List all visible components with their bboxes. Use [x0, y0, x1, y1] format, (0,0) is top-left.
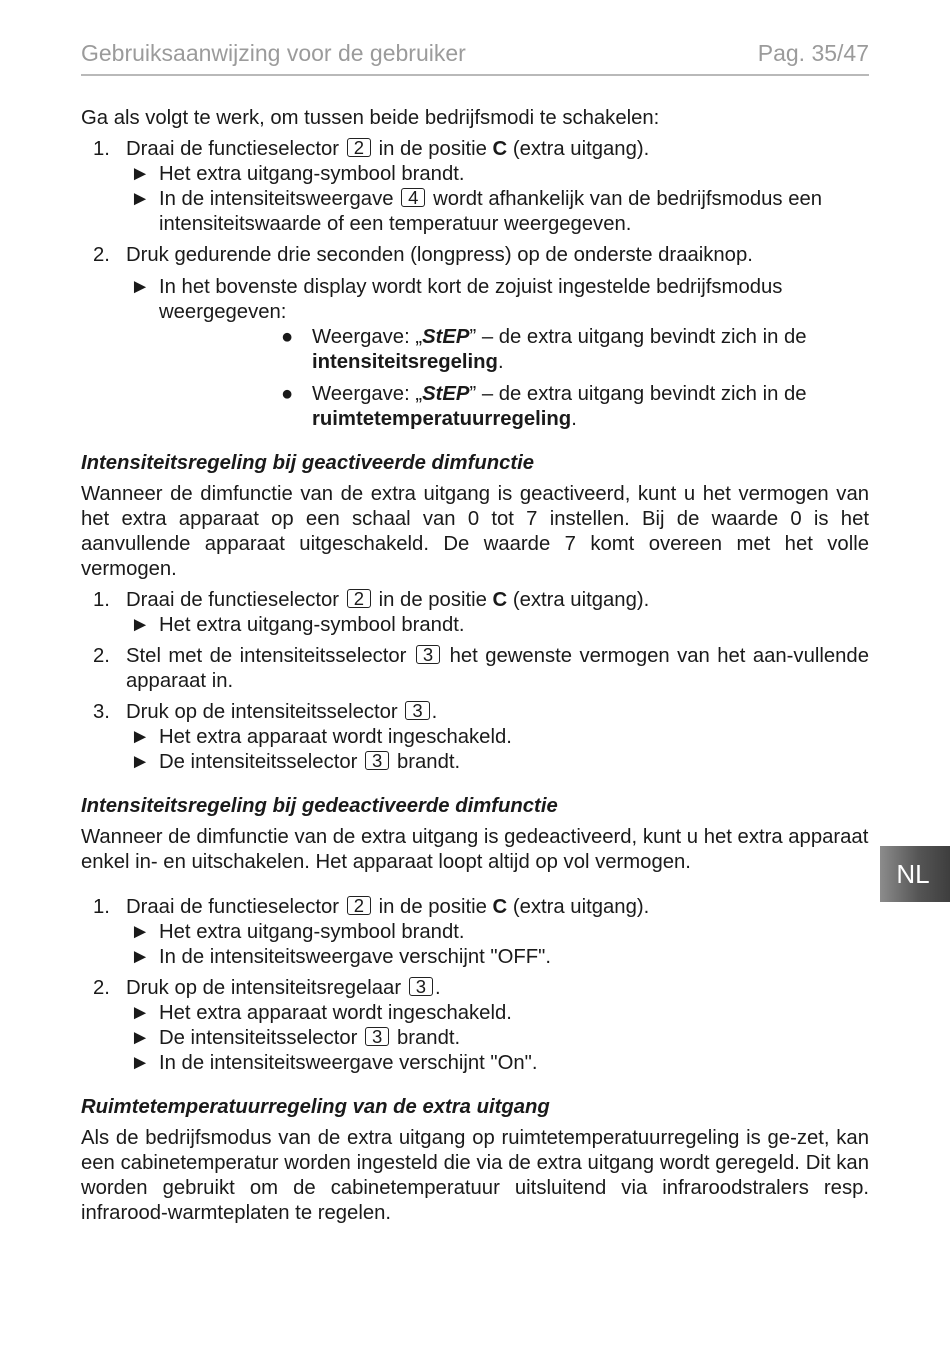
step-text: Draai de functieselector [126, 138, 340, 160]
display-code: StEP [422, 383, 470, 405]
control-number-box: 2 [347, 589, 371, 608]
intro-text: Ga als volgt te werk, om tussen beide bedrijfsmodi te schakelen: [81, 107, 660, 129]
position-label: C [492, 138, 508, 160]
list-item [81, 644, 869, 694]
arrow-icon: ► [130, 188, 151, 210]
bullet-text: Weergave: „ [312, 326, 423, 348]
control-number-box: 3 [365, 751, 389, 770]
section-heading: Intensiteitsregeling bij geactiveerde dimfunctie [81, 452, 535, 474]
step-number: 1. [93, 589, 110, 611]
list-item [81, 895, 869, 920]
bullet-item [81, 325, 869, 375]
step-text: in de positie [378, 589, 487, 611]
punctuation: . [431, 701, 438, 723]
result-item [81, 1001, 869, 1026]
step-text: Druk op de intensiteitsregelaar [126, 977, 402, 999]
arrow-icon: ► [130, 751, 151, 773]
mode-name: ruimtetemperatuurregeling [312, 408, 572, 430]
result-text: brandt. [396, 751, 461, 773]
result-item [81, 725, 869, 750]
step-number: 1. [93, 896, 110, 918]
control-number-box: 4 [401, 188, 425, 207]
step-text: Druk op de intensiteitsselector [126, 701, 398, 723]
bullet-icon: ● [281, 383, 294, 405]
bullet-text: ” – de extra uitgang bevindt zich in de [469, 383, 807, 405]
mode-name: intensiteitsregeling [312, 351, 498, 373]
step-text: Draai de functieselector [126, 589, 340, 611]
result-text: Het extra apparaat wordt ingeschakeld. [159, 1002, 512, 1024]
display-code: StEP [422, 326, 470, 348]
result-text: In het bovenste display wordt kort de zojuist ingestelde bedrijfsmodus weergegeven: [159, 276, 783, 323]
result-text: De intensiteitsselector [159, 751, 358, 773]
arrow-icon: ► [130, 614, 151, 636]
arrow-icon: ► [130, 1027, 151, 1049]
result-item [81, 162, 869, 187]
result-item [81, 275, 869, 325]
result-item [81, 945, 869, 970]
step-number: 3. [93, 701, 110, 723]
section-heading: Intensiteitsregeling bij gedeactiveerde dimfunctie [81, 795, 558, 817]
step-text: (extra uitgang). [512, 896, 650, 918]
page-header [81, 36, 869, 76]
step-number: 2. [93, 645, 110, 667]
list-item [81, 243, 869, 268]
punctuation: . [571, 408, 577, 430]
step-number: 2. [93, 244, 110, 266]
list-item [81, 588, 869, 613]
step-text: (extra uitgang). [512, 589, 650, 611]
step-text: in de positie [378, 896, 487, 918]
arrow-icon: ► [130, 276, 151, 298]
page-number: Pag. 35/47 [757, 40, 869, 66]
control-number-box: 3 [416, 645, 440, 664]
list-item [81, 976, 869, 1001]
arrow-icon: ► [130, 1002, 151, 1024]
arrow-icon: ► [130, 163, 151, 185]
position-label: C [492, 896, 508, 918]
section-paragraph: Wanneer de dimfunctie van de extra uitgang is gedeactiveerd, kunt u het extra apparaat enkel in- en uitschakelen. Het apparaat loopt altijd op vol vermogen. [81, 826, 869, 873]
control-number-box: 3 [365, 1027, 389, 1046]
arrow-icon: ► [130, 921, 151, 943]
control-number-box: 3 [405, 701, 429, 720]
language-tab: NL [880, 846, 950, 902]
bullet-item [81, 382, 869, 432]
bullet-icon: ● [281, 326, 294, 348]
punctuation: . [435, 977, 441, 999]
result-text: De intensiteitsselector [159, 1027, 358, 1049]
result-text: Het extra apparaat wordt ingeschakeld. [159, 726, 512, 748]
control-number-box: 3 [409, 977, 433, 996]
step-text: (extra uitgang). [512, 138, 650, 160]
list-item [81, 137, 869, 162]
result-text: Het extra uitgang-symbool brandt. [159, 921, 465, 943]
result-text: In de intensiteitsweergave verschijnt "OFF". [159, 946, 552, 968]
bullet-text: ” – de extra uitgang bevindt zich in de [469, 326, 807, 348]
step-text: het gewenste vermogen van het aan-vullende apparaat in. [126, 645, 869, 692]
result-text: Het extra uitgang-symbool brandt. [159, 163, 465, 185]
document-title: Gebruiksaanwijzing voor de gebruiker [81, 40, 466, 66]
step-text: Stel met de intensiteitsselector [126, 645, 407, 667]
step-text: Draai de functieselector [126, 896, 340, 918]
arrow-icon: ► [130, 946, 151, 968]
arrow-icon: ► [130, 726, 151, 748]
result-item [81, 613, 869, 638]
control-number-box: 2 [347, 138, 371, 157]
result-text: In de intensiteitsweergave verschijnt "On". [159, 1052, 538, 1074]
result-item [81, 1051, 869, 1076]
page-content [81, 106, 869, 1226]
result-text: brandt. [396, 1027, 461, 1049]
punctuation: . [497, 351, 504, 373]
result-item [81, 750, 869, 775]
list-item [81, 700, 869, 725]
control-number-box: 2 [347, 896, 371, 915]
step-number: 2. [93, 977, 110, 999]
step-number: 1. [93, 138, 110, 160]
section-paragraph: Wanneer de dimfunctie van de extra uitgang is geactiveerd, kunt u het vermogen van het extra apparaat op een schaal van 0 tot 7 instellen. Bij de waarde 0 is het aanvullende apparaat uitgeschakeld. De waarde 7 komt overeen met het volle vermogen. [81, 483, 869, 580]
result-text: In de intensiteitsweergave [159, 188, 394, 210]
result-item [81, 1026, 869, 1051]
result-text: wordt afhankelijk van de bedrijfsmodus een intensiteitswaarde of een temperatuur weergegeven. [159, 188, 823, 235]
result-item [81, 187, 869, 237]
result-text: Het extra uitgang-symbool brandt. [159, 614, 465, 636]
result-item [81, 920, 869, 945]
position-label: C [492, 589, 508, 611]
bullet-text: Weergave: „ [312, 383, 423, 405]
step-text: in de positie [378, 138, 487, 160]
section-paragraph: Als de bedrijfsmodus van de extra uitgang op ruimtetemperatuurregeling is ge-zet, kan een cabinetemperatur worden ingesteld die via de extra uitgang wordt geregeld. Dit kan worden gebruikt om de cabinetemperatuur uitsluitend via infraroodstralers resp. infrarood-warmteplaten te regelen. [81, 1127, 869, 1224]
step-text: Druk gedurende drie seconden (longpress) op de onderste draaiknop. [126, 244, 753, 266]
arrow-icon: ► [130, 1052, 151, 1074]
section-heading: Ruimtetemperatuurregeling van de extra uitgang [81, 1096, 550, 1118]
